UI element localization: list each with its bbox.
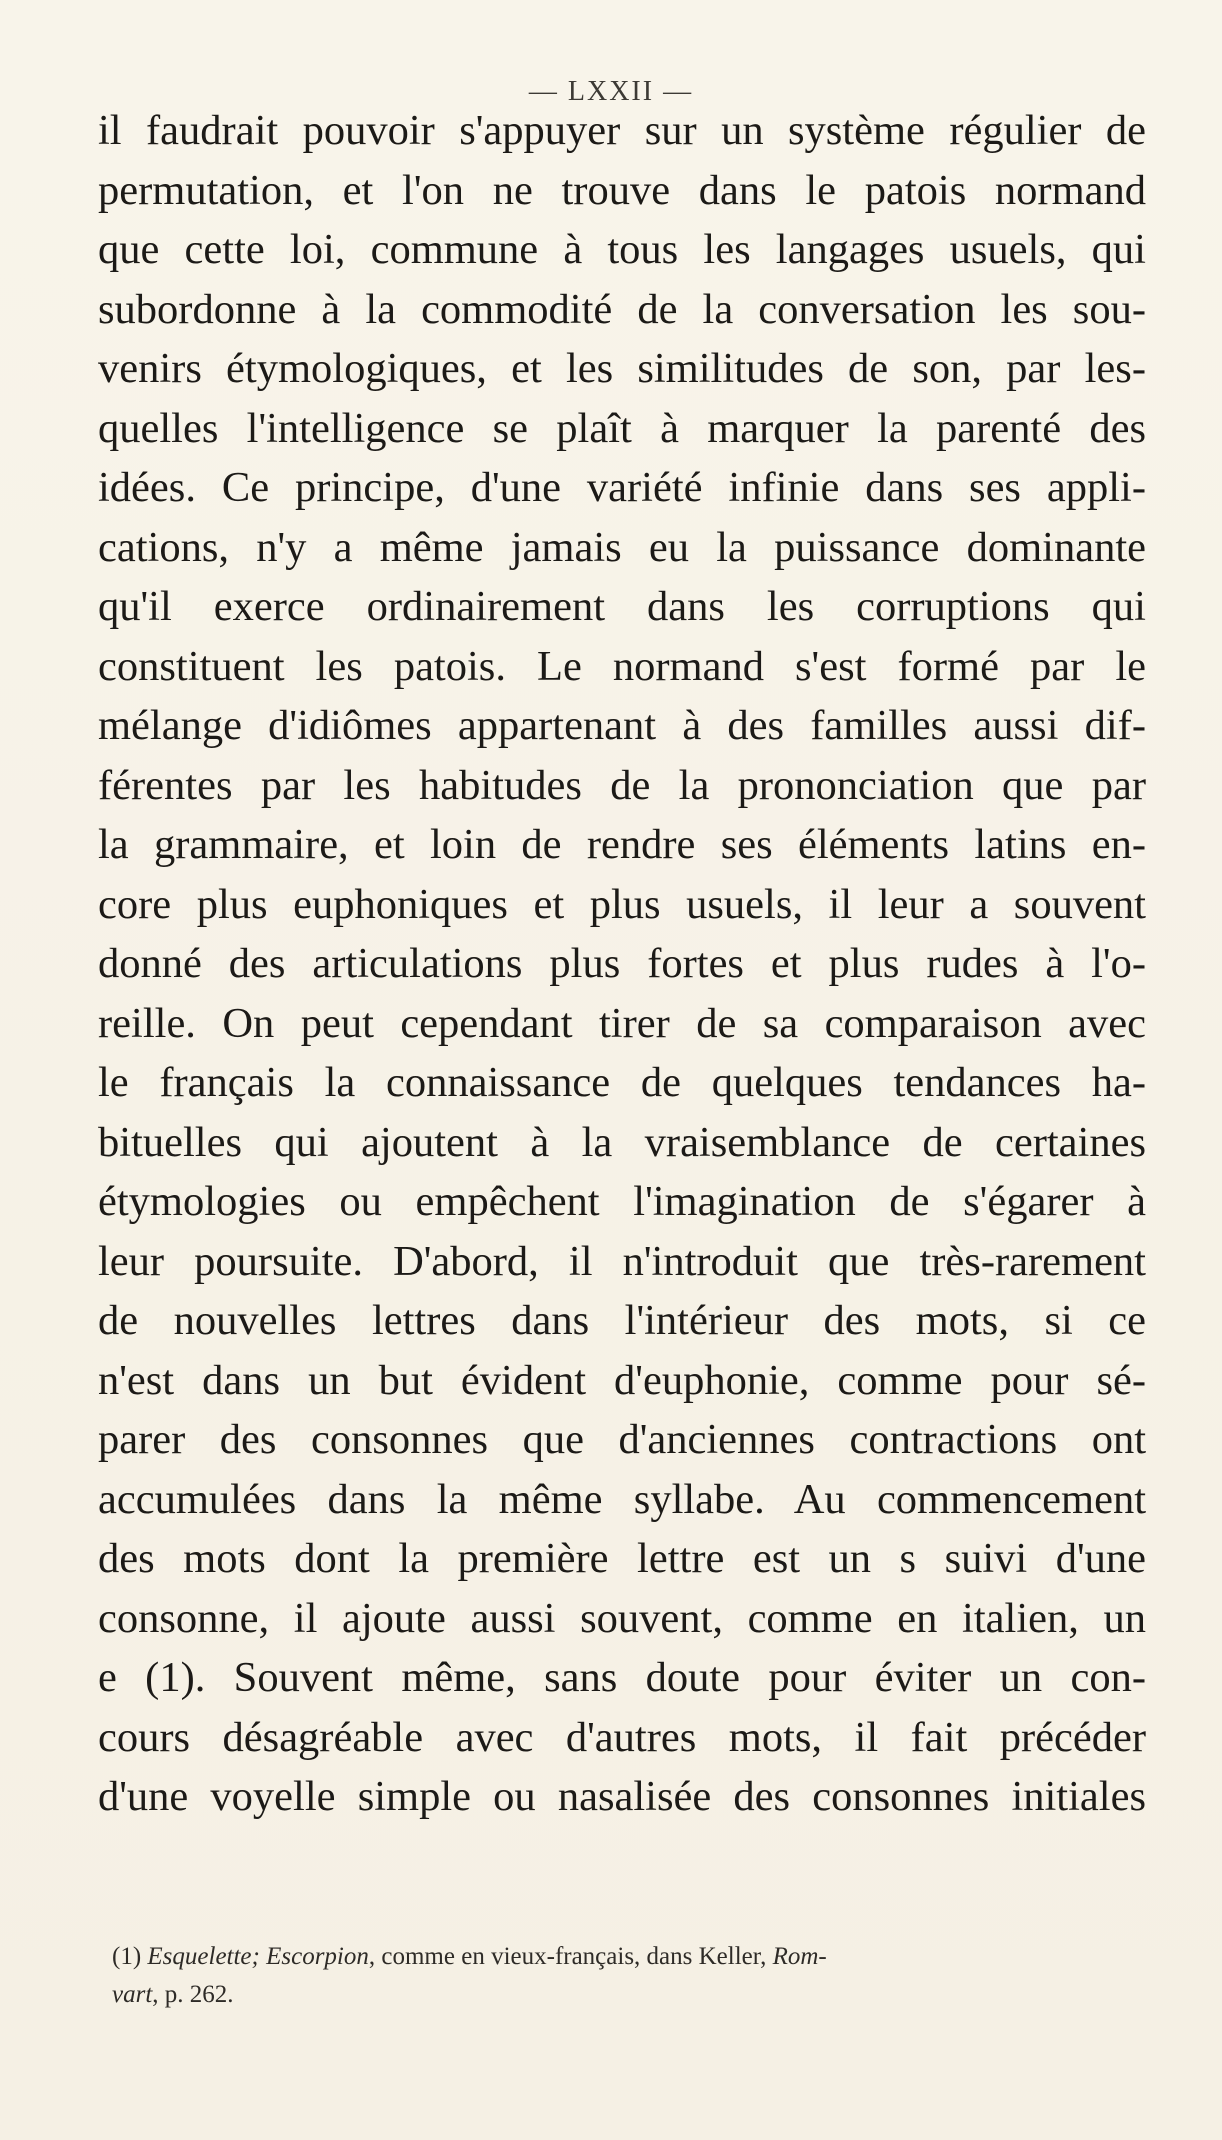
text-line: quelles l'intelligence se plaît à marquer la parenté des [98,404,1146,452]
text-line: mélange d'idiômes appartenant à des familles aussi dif- [98,702,1146,749]
text-line: cours désagréable avec d'autres mots, il fait précéder [98,1713,1146,1761]
text-line: des mots dont la première lettre est un s suivi d'une [98,1535,1146,1582]
text-line: n'est dans un but évident d'euphonie, comme pour sé- [98,1356,1146,1404]
footnote-line-1 [112,1938,1122,1976]
text-line: le français la connaissance de quelques tendances ha- [98,1059,1146,1106]
text-line: consonne, il ajoute aussi souvent, comme en italien, un [98,1594,1146,1642]
text-line: venirs étymologiques, et les similitudes de son, par les- [98,345,1146,392]
text-line: e (1). Souvent même, sans doute pour éviter un con- [98,1654,1146,1701]
footnote-italic-words: Esquelette; Escorpion [147,1943,369,1970]
page-number: — LXXII — [528,76,694,107]
text-line: accumulées dans la même syllabe. Au commencement [98,1475,1146,1523]
text-line: la grammaire, et loin de rendre ses éléments latins en- [98,821,1146,868]
text-line: permutation, et l'on ne trouve dans le patois normand [98,166,1146,214]
text-line: que cette loi, commune à tous les langages usuels, qui [98,226,1146,273]
footnote-title-part1: Rom- [772,1943,827,1970]
footnote-page-ref: , p. 262. [152,1981,234,2008]
text-line: cations, n'y a même jamais eu la puissance dominante [98,523,1146,571]
body-text [98,101,1146,1827]
footnote-title-part2: vart [112,1981,153,2008]
footnote-text: , comme en vieux-français, dans Keller, [368,1943,767,1970]
text-line: qu'il exerce ordinairement dans les corruptions qui [98,583,1146,630]
text-line: constituent les patois. Le normand s'est formé par le [98,642,1146,690]
text-line: donné des articulations plus fortes et plus rudes à l'o- [98,940,1146,987]
text-line: core plus euphoniques et plus usuels, il leur a souvent [98,880,1146,928]
text-line: idées. Ce principe, d'une variété infinie dans ses appli- [98,464,1146,511]
text-line: reille. On peut cependant tirer de sa comparaison avec [98,999,1146,1047]
text-line: subordonne à la commodité de la conversation les sou- [98,285,1146,333]
text-line: leur poursuite. D'abord, il n'introduit que très-rarement [98,1237,1146,1285]
footnote-marker: (1) [112,1943,142,1970]
text-line: parer des consonnes que d'anciennes contractions ont [98,1416,1146,1463]
text-line: de nouvelles lettres dans l'intérieur des mots, si ce [98,1297,1146,1344]
text-line: il faudrait pouvoir s'appuyer sur un système régulier de [98,107,1146,154]
text-line: étymologies ou empêchent l'imagination de s'égarer à [98,1178,1146,1225]
footnote [112,1938,1122,2014]
text-line: bituelles qui ajoutent à la vraisemblance de certaines [98,1118,1146,1166]
text-line: d'une voyelle simple ou nasalisée des consonnes initiales [98,1773,1146,1820]
text-line: férentes par les habitudes de la prononciation que par [98,761,1146,809]
footnote-line-2 [112,1976,1122,2014]
